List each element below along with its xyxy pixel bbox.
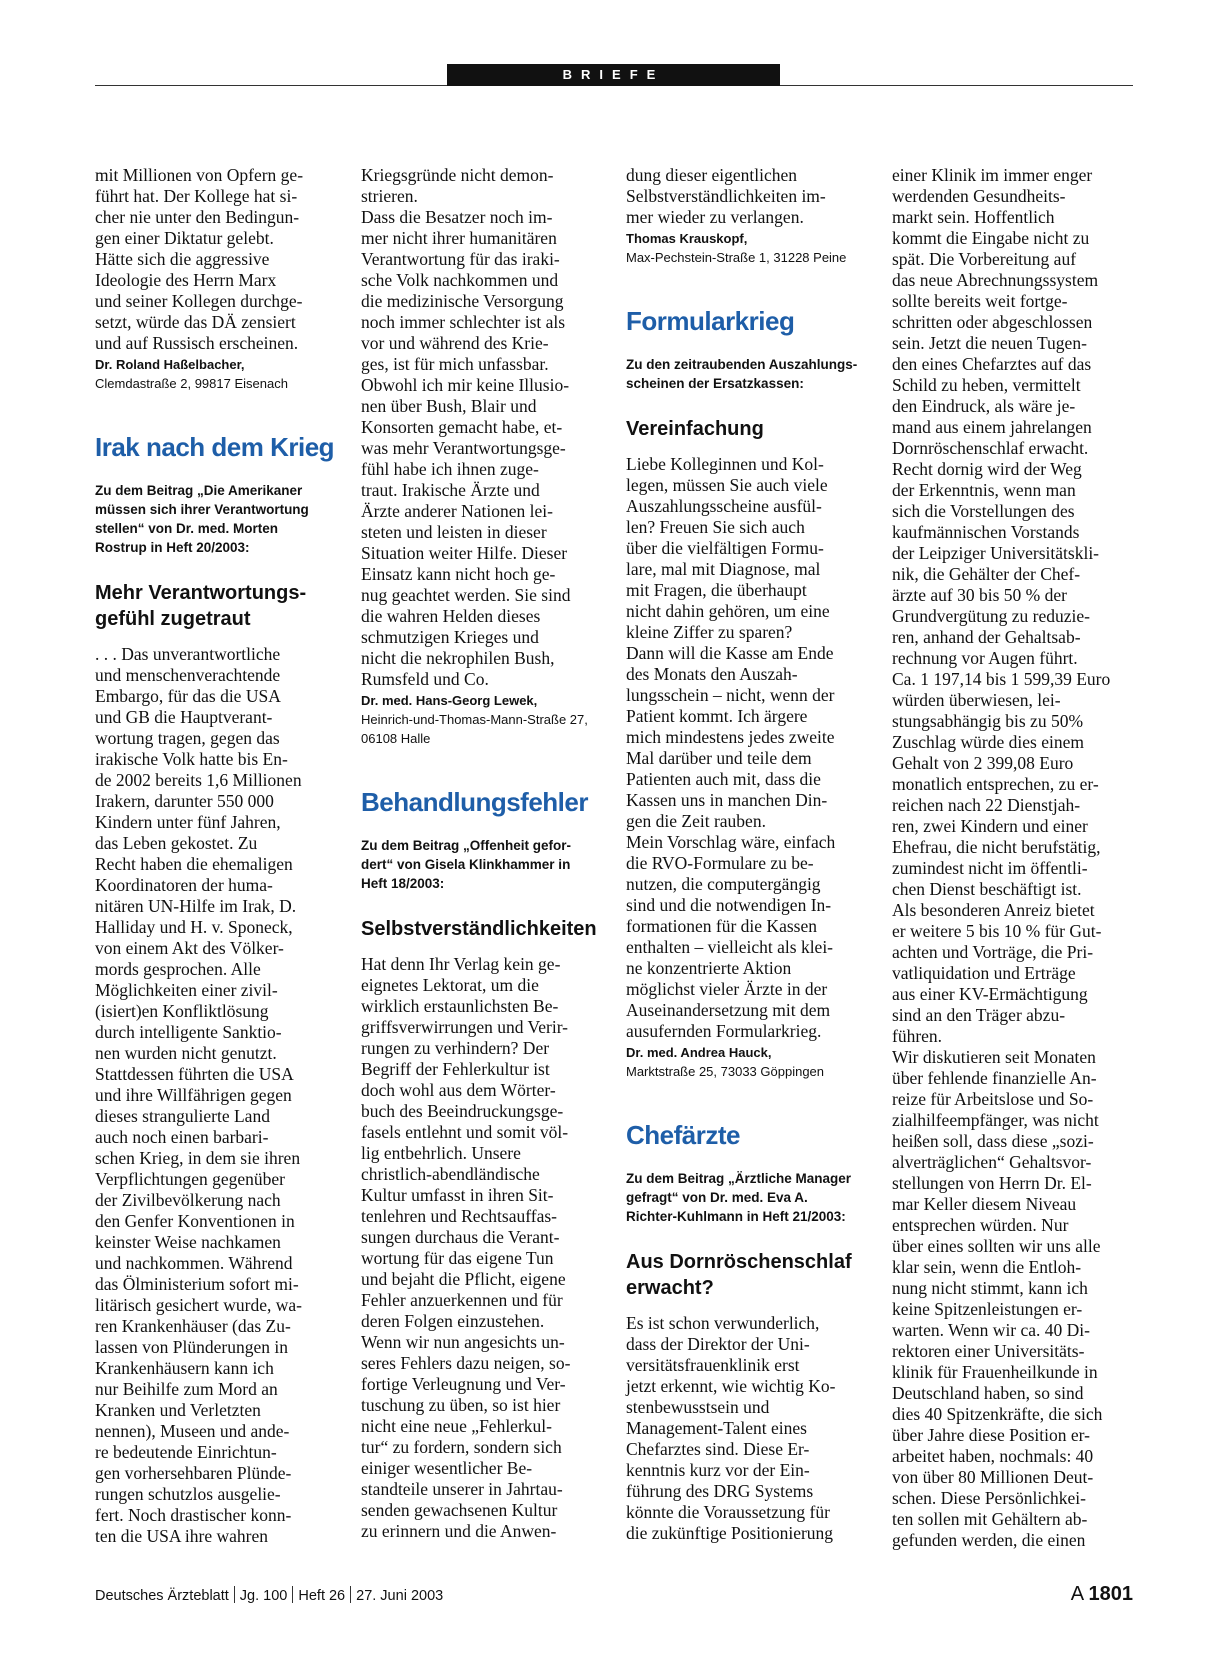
letter-body-text: mit Millionen von Opfern ge- führt hat. Der Kollege hat si- cher nie unter den Bedingun- gen einer Diktatur gelebt. Hätte sich die aggressive Ideologie des Herrn Marx und seiner Kollegen durchge- setzt, würde das DÄ zensiert und auf Russisch erscheinen. xyxy=(95,165,304,353)
author-address: Heinrich-und-Thomas-Mann-Straße 27, 06108 Halle xyxy=(361,712,588,746)
journal-date: 27. Juni 2003 xyxy=(356,1588,444,1604)
letter-headline: Vereinfachung xyxy=(626,418,764,440)
letter-signature xyxy=(95,355,335,393)
journal-name: Deutsches Ärzteblatt xyxy=(95,1588,229,1604)
author-address: Clemdastraße 2, 99817 Eisenach xyxy=(95,376,288,391)
journal-issue: Heft 26 xyxy=(298,1588,346,1604)
letter-signature xyxy=(361,691,601,748)
letter-headline: Selbstverständlichkeiten xyxy=(361,918,597,940)
article-reference: Zu dem Beitrag „Offenheit gefor- dert“ von Gisela Klinkhammer in Heft 18/2003: xyxy=(361,838,572,891)
footer-citation xyxy=(95,1586,443,1606)
column-4 xyxy=(892,165,1132,1551)
footer-separator xyxy=(350,1586,351,1603)
column-3 xyxy=(626,165,866,1544)
article-reference: Zu dem Beitrag „Die Amerikaner müssen sich ihrer Verantwortung stellen“ von Dr. med. Morten Rostrup in Heft 20/2003: xyxy=(95,483,309,555)
topic-title: Behandlungsfehler xyxy=(361,787,588,817)
letter-body-text: Kriegsgründe nicht demon- strieren. Dass die Besatzer noch im- mer nicht ihrer humanitären Verantwortung für das iraki- sche Volk nachkommen und die medizinische Versorgung noch immer schlechter ist als vor und während des Krie- ges, ist für mich unfassbar. Obwohl ich mir keine Illusio- nen über Bush, Blair und Konsorten gemacht habe, et- was mehr Verantwortungsge- fühl habe ich ihnen zuge- traut. Irakische Ärzte und Ärzte anderer Nationen lei- steten und leisten in dieser Situation weiter Hilfe. Dieser Einsatz kann nicht hoch ge- nug geachtet werden. Sie sind die wahren Helden dieses schmutzigen Krieges und nicht die nekrophilen Bush, Rumsfeld und Co. xyxy=(361,165,571,689)
journal-volume: Jg. 100 xyxy=(239,1588,288,1604)
footer-separator xyxy=(234,1586,235,1603)
author-name: Thomas Krauskopf, xyxy=(626,231,748,246)
author-name: Dr. Roland Haßelbacher, xyxy=(95,357,245,372)
column-1 xyxy=(95,165,335,1547)
letter-headline: Aus Dornröschenschlaf erwacht? xyxy=(626,1251,852,1299)
footer-separator xyxy=(292,1586,293,1603)
column-2 xyxy=(361,165,601,1542)
letter-body-text: . . . Das unverantwortliche und menschenverachtende Embargo, für das die USA und GB die Hauptverant- wortung tragen, gegen das irakische Volk hatte bis En- de 2002 bereits 1,6 Millionen Irakern, darunter 550 000 Kindern unter fünf Jahren, das Leben gekostet. Zu Recht haben die ehemaligen Koordinatoren der huma- nitären UN-Hilfe im Irak, D. Halliday und H. v. Sponeck, von einem Akt des Völker- mords gesprochen. Alle Möglichkeiten einer zivil- (isiert)en Konfliktlösung durch intelligente Sanktio- nen wurden nicht genutzt. Stattdessen führten die USA und ihre Willfährigen gegen dieses strangulierte Land auch noch einen barbari- schen Krieg, in dem sie ihren Verpflichtungen gegenüber der Zivilbevölkerung nach den Genfer Konventionen in keinster Weise nachkamen und nachkommen. Während das Ölministerium sofort mi- litärisch gesichert wurde, wa- ren Krankenhäuser (das Zu- lassen von Plünderungen in Krankenhäusern kann ich nur Beihilfe zum Mord an Kranken und Verletzten nennen), Museen und ande- re bedeutende Einrichtun- gen vorhersehbaren Plünde- rungen schutzlos ausgelie- fert. Noch drastischer konn- ten die USA ihre wahren xyxy=(95,644,303,1546)
page-number xyxy=(1071,1581,1133,1607)
author-address: Max-Pechstein-Straße 1, 31228 Peine xyxy=(626,250,847,265)
author-address: Marktstraße 25, 73033 Göppingen xyxy=(626,1064,825,1079)
letter-body-text: Hat denn Ihr Verlag kein ge- eignetes Lektorat, um die wirklich erstaunlichsten Be- griffsverwirrungen und Verir- rungen zu verhindern? Der Begriff der Fehlerkultur ist doch wohl aus dem Wörter- buch des Beeindruckungsge- fasels entlehnt und somit völ- lig entbehrlich. Unsere christlich-abendländische Kultur umfasst in ihren Sit- tenlehren und Rechtsauffas- sungen durchaus die Verant- wortung für das eigene Tun und bejaht die Pflicht, eigene Fehler anzuerkennen und für deren Folgen einzustehen. Wenn wir nun angesichts un- seres Fehlers dazu neigen, so- fortige Verleugnung und Ver- tuschung zu üben, so ist hier nicht eine neue „Fehlerkul- tur“ zu fordern, sondern sich einiger wesentlicher Be- standteile unserer in Jahrtau- senden gewachsenen Kultur zu erinnern und die Anwen- xyxy=(361,954,571,1541)
author-name: Dr. med. Hans-Georg Lewek, xyxy=(361,693,538,708)
letter-body-text: einer Klinik im immer enger werdenden Gesundheits- markt sein. Hoffentlich kommt die Eingabe nicht zu spät. Die Vorbereitung auf das neue Abrechnungssystem sollte bereits weit fortge- schritten oder abgeschlossen sein. Jetzt die neuen Tugen- den eines Chefarztes auf das Schild zu heben, vermittelt den Eindruck, als wäre je- mand aus einem jahrelangen Dornröschenschlaf erwacht. Recht dornig wird der Weg der Erkenntnis, wenn man sich die Vorstellungen des kaufmännischen Vorstands der Leipziger Universitätskli- nik, die Gehälter der Chef- ärzte auf 30 bis 50 % der Grundvergütung zu reduzie- ren, anhand der Gehaltsab- rechnung vor Augen führt. Ca. 1 197,14 bis 1 599,39 Euro würden überwiesen, lei- stungsabhängig bis zu 50% Zuschlag würde dies einem Gehalt von 2 399,08 Euro monatlich entsprechen, zu er- reichen nach 22 Dienstjah- ren, zwei Kindern und einer Ehefrau, die nicht berufstätig, zumindest nicht im öffentli- chen Dienst beschäftigt ist. Als besonderen Anreiz bietet er weitere 5 bis 10 % für Gut- achten und Vorträge, die Pri- vatliquidation und Erträge aus einer KV-Ermächtigung sind an den Träger abzu- führen. Wir diskutieren seit Monaten über fehlende finanzielle An- reize für Arbeitslose und So- zialhilfeempfänger, was nicht heißen soll, dass diese „sozi- alverträglichen“ Gehaltsvor- stellungen von Herrn Dr. El- mar Keller diesem Niveau entsprechen würden. Nur über eines sollten wir uns alle klar sein, wenn die Entloh- nung nicht stimmt, kann ich keine Spitzenleistungen er- warten. Wenn wir ca. 40 Di- rektoren einer Universitäts- klinik für Frauenheilkunde in Deutschland haben, so sind dies 40 Spitzenkräfte, die sich über Jahre diese Position er- arbeitet haben, nochmals: 40 von über 80 Millionen Deut- schen. Diese Persönlichkei- ten sollen mit Gehältern ab- gefunden werden, die einen xyxy=(892,165,1111,1550)
page-prefix: A xyxy=(1070,1583,1083,1605)
topic-title: Irak nach dem Krieg xyxy=(95,432,335,462)
letter-headline: Mehr Verantwortungs- gefühl zugetraut xyxy=(95,582,307,630)
author-name: Dr. med. Andrea Hauck, xyxy=(626,1045,772,1060)
letter-body-text: Liebe Kolleginnen und Kol- legen, müssen Sie auch viele Auszahlungsscheine ausfül- len? Freuen Sie sich auch über die vielfältigen Formu- lare, mal mit Diagnose, mal mit Fragen, die überhaupt nicht dahin gehören, um eine kleine Ziffer zu sparen? Dann will die Kasse am Ende des Monats den Auszah- lungsschein – nicht, wenn der Patient kommt. Ich ärgere mich mindestens jedes zweite Mal darüber und teile dem Patienten auch mit, dass die Kassen uns in manchen Din- gen die Zeit rauben. Mein Vorschlag wäre, einfach die RVO-Formulare zu be- nutzen, die computergängig sind und die notwendigen In- formationen für die Kassen enthalten – vielleicht als klei- ne konzentrierte Aktion möglichst vieler Ärzte in der Auseinandersetzung mit dem ausufernden Formularkrieg. xyxy=(626,454,836,1041)
article-reference: Zu den zeitraubenden Auszahlungs- scheinen der Ersatzkassen: xyxy=(626,357,858,391)
topic-title: Chefärzte xyxy=(626,1120,740,1150)
letter-signature xyxy=(626,229,866,267)
article-reference: Zu dem Beitrag „Ärztliche Manager gefragt“ von Dr. med. Eva A. Richter-Kuhlmann in Heft 21/2003: xyxy=(626,1171,852,1224)
letter-body-text: Es ist schon verwunderlich, dass der Direktor der Uni- versitätsfrauenklinik erst jetzt erkennt, wie wichtig Ko- stenbewusstsein und Management-Talent eines Chefarztes sind. Diese Er- kenntnis kurz vor der Ein- führung des DRG Systems könnte die Voraussetzung für die zukünftige Positionierung xyxy=(626,1313,836,1543)
topic-title: Formularkrieg xyxy=(626,306,795,336)
letter-body-text: dung dieser eigentlichen Selbstverständlichkeiten im- mer wieder zu verlangen. xyxy=(626,165,826,227)
section-header: BRIEFE xyxy=(447,64,780,86)
letter-signature xyxy=(626,1043,866,1081)
page-number-value: 1801 xyxy=(1088,1583,1133,1605)
